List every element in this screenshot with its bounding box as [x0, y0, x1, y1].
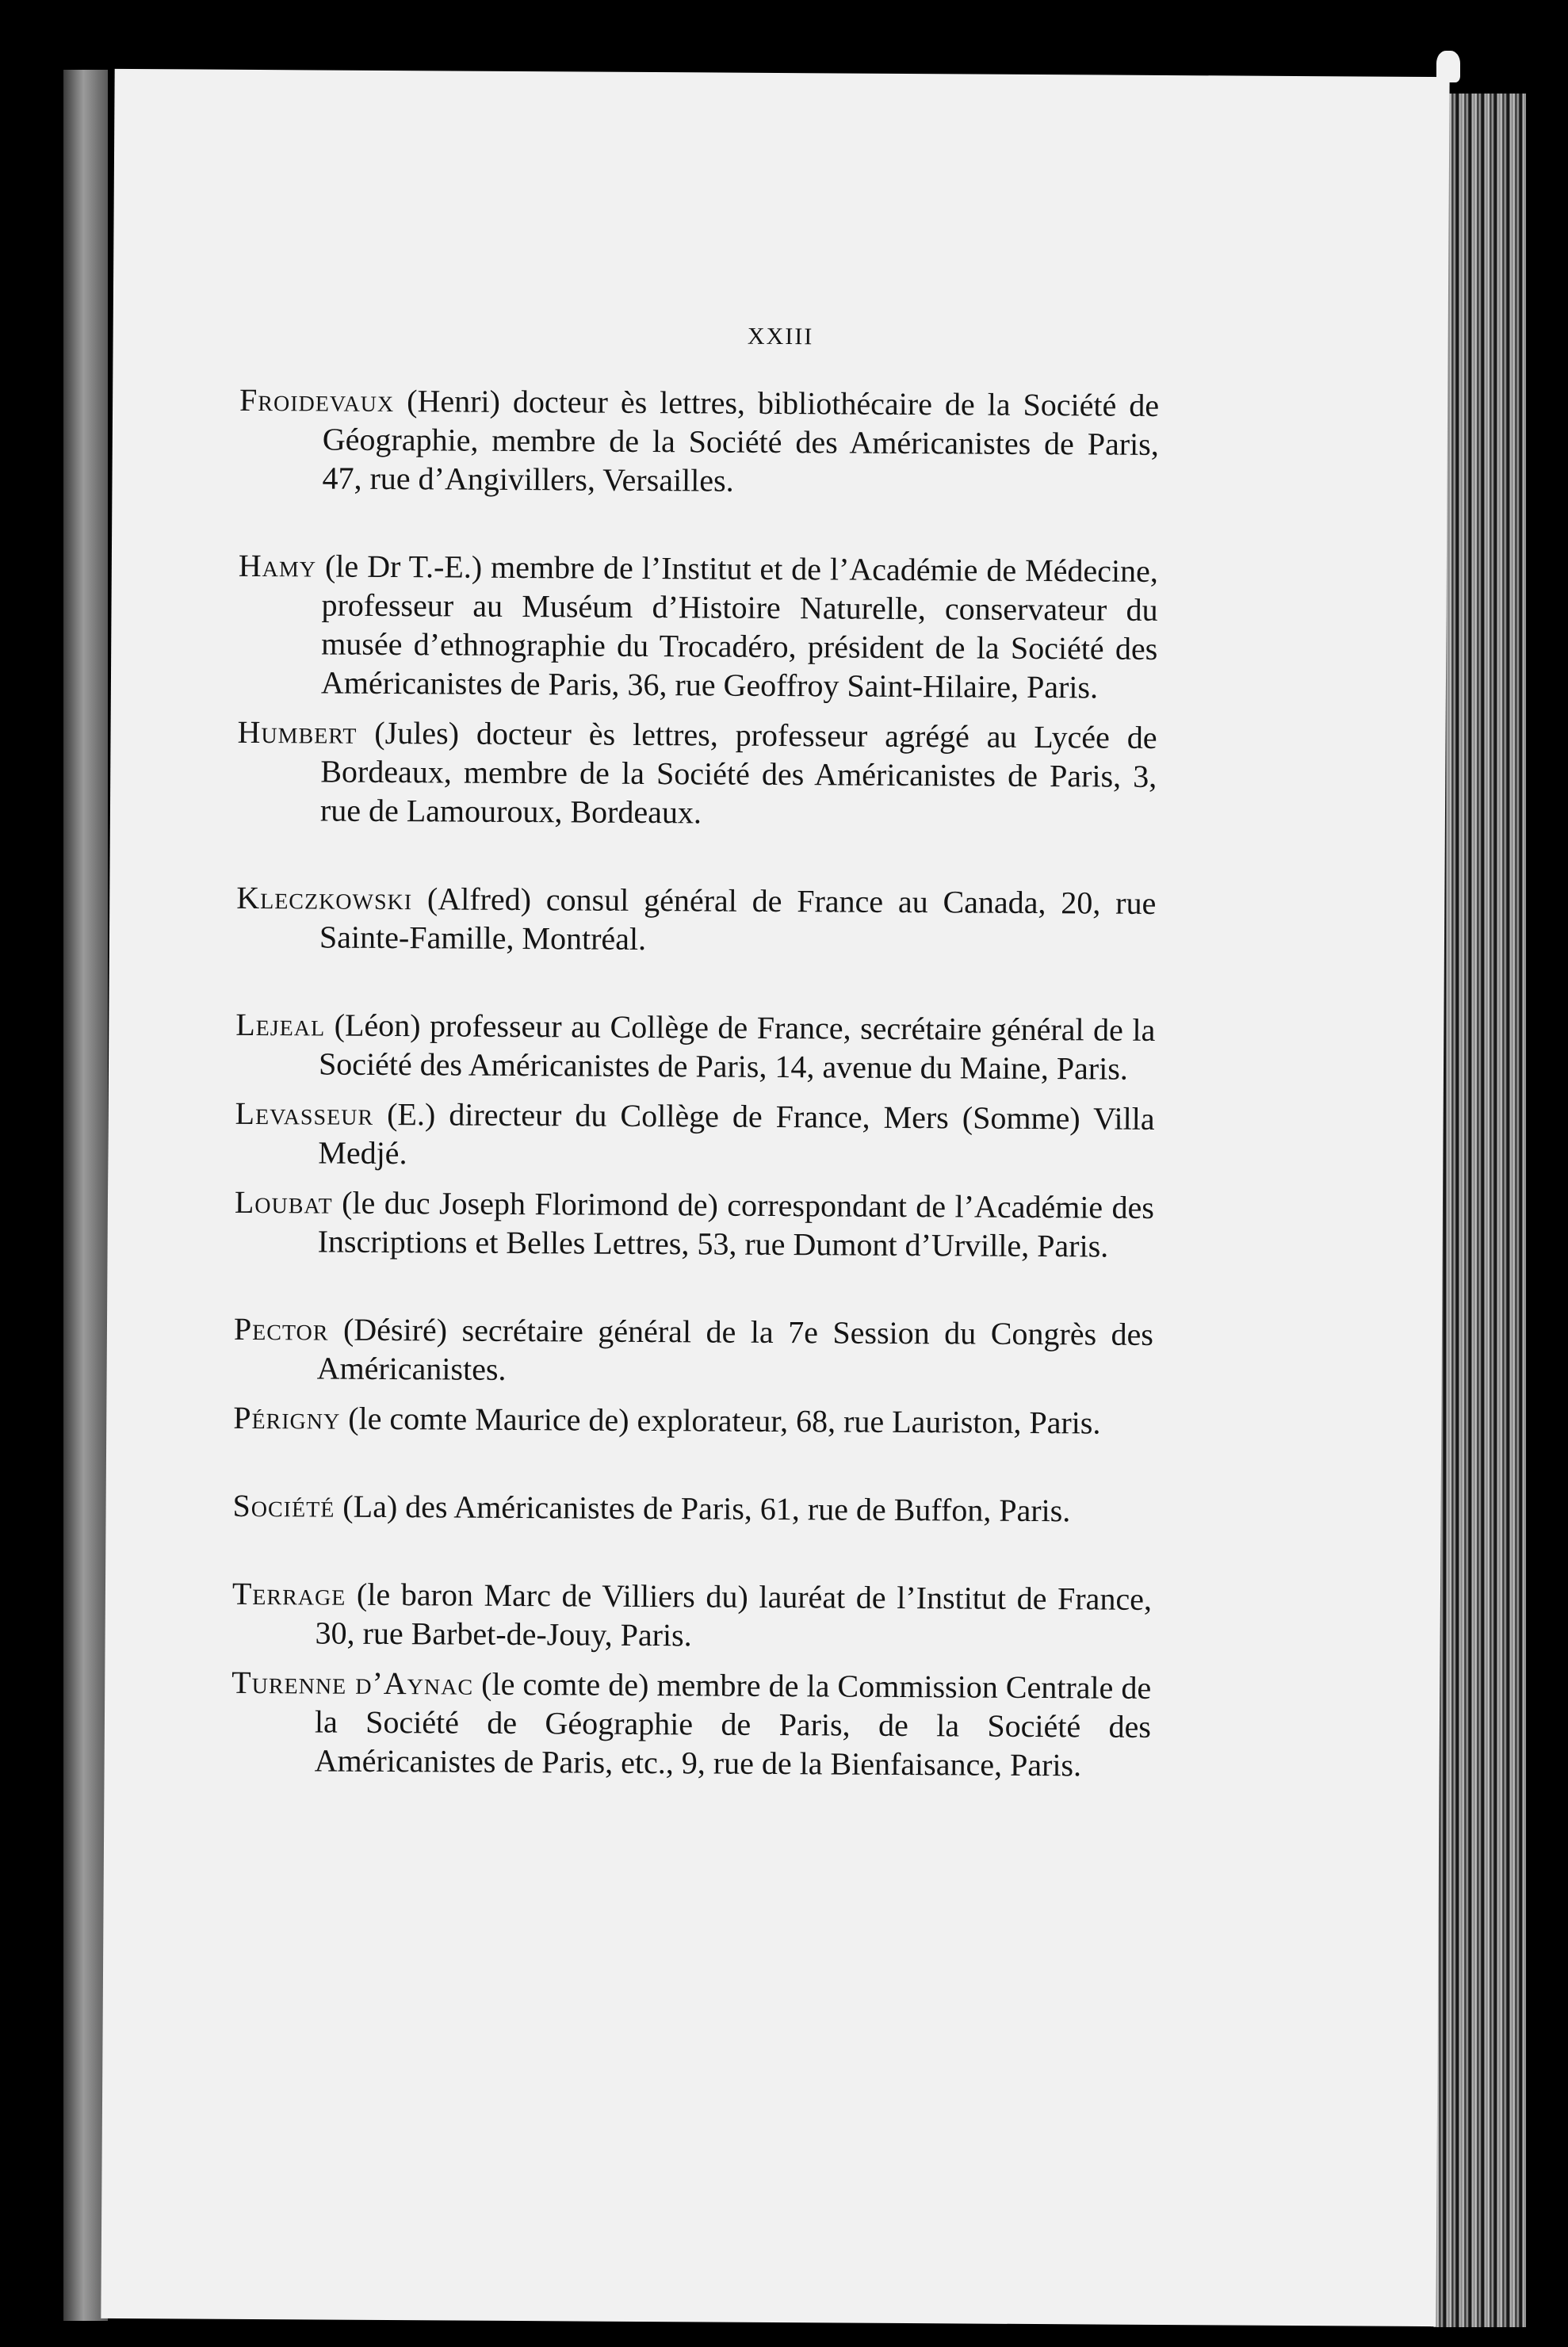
entry-text: (le baron Marc de Villiers du) lauréat de l’Institut de France, 30, rue Barbet-de-Jouy, Paris. — [315, 1576, 1153, 1653]
entry-name: Terrage — [231, 1575, 346, 1612]
list-entry — [237, 713, 1157, 835]
list-entry — [234, 1309, 1154, 1393]
entry-text: (Désiré) secrétaire général de la 7e Session du Congrès des Américanistes. — [316, 1311, 1154, 1387]
list-entry — [231, 1663, 1152, 1785]
list-entry — [238, 546, 1158, 707]
list-entry — [232, 1486, 1152, 1531]
entry-name: Lejeal — [235, 1006, 326, 1043]
list-entry — [235, 1005, 1156, 1088]
entry-text: (Alfred) consul général de France au Canada, 20, rue Sainte-Famille, Montréal. — [319, 881, 1157, 957]
entry-name: Société — [232, 1487, 335, 1524]
entry-name: Turenne d’Aynac — [231, 1664, 474, 1702]
entry-text: (Henri) docteur ès lettres, bibliothécaire de la Société de Géographie, membre de la Société des Américanistes de Paris, 47, rue d’Angivillers, Versailles. — [322, 383, 1160, 499]
entry-text: (Jules) docteur ès lettres, professeur agrégé au Lycée de Bordeaux, membre de la Société des Américanistes de Paris, 3, rue de Lamouroux, Bordeaux. — [319, 714, 1157, 831]
entry-text: (le comte de) membre de la Commission Centrale de la Société de Géographie de Paris, de la Société des Américanistes de Paris, etc., 9, rue de la Bienfaisance, Paris. — [314, 1665, 1152, 1783]
entry-name: Humbert — [237, 713, 358, 751]
entry-text: (La) des Américanistes de Paris, 61, rue de Buffon, Paris. — [335, 1488, 1071, 1529]
entry-text: (le comte Maurice de) explorateur, 68, rue Lauriston, Paris. — [340, 1400, 1101, 1441]
entry-name: Pector — [233, 1310, 329, 1347]
page-number: XXIII — [747, 323, 814, 350]
list-entry — [236, 878, 1157, 961]
entry-name: Levasseur — [235, 1095, 374, 1132]
entry-text: (le Dr T.-E.) membre de l’Institut et de l’Académie de Médecine, professeur au Muséum d’Histoire Naturelle, conservateur du musée d’ethnographie du Trocadéro, président de la Société des Américanistes de Paris, 36, rue Geoffroy Saint-Hilaire, Paris. — [316, 548, 1158, 705]
entry-text: (E.) directeur du Collège de France, Mers (Somme) Villa Medjé. — [318, 1095, 1155, 1172]
entry-name: Loubat — [234, 1183, 333, 1221]
entry-name: Froidevaux — [239, 381, 395, 419]
member-list — [231, 380, 1160, 1785]
list-entry — [235, 1183, 1155, 1266]
book-binding — [63, 70, 108, 2321]
entry-name: Kleczkowski — [236, 879, 413, 917]
list-entry — [235, 1094, 1155, 1177]
entry-name: Périgny — [233, 1399, 341, 1436]
entry-name: Hamy — [238, 547, 317, 584]
list-entry — [239, 380, 1159, 503]
list-entry — [231, 1574, 1152, 1657]
list-entry — [233, 1398, 1153, 1443]
scanned-page — [101, 69, 1449, 2326]
entry-text: (le duc Joseph Florimond de) correspondant de l’Académie des Inscriptions et Belles Lettres, 53, rue Dumont d’Urville, Paris. — [317, 1184, 1155, 1264]
entry-text: (Léon) professeur au Collège de France, secrétaire général de la Société des Américanistes de Paris, 14, avenue du Maine, Paris. — [318, 1007, 1156, 1087]
